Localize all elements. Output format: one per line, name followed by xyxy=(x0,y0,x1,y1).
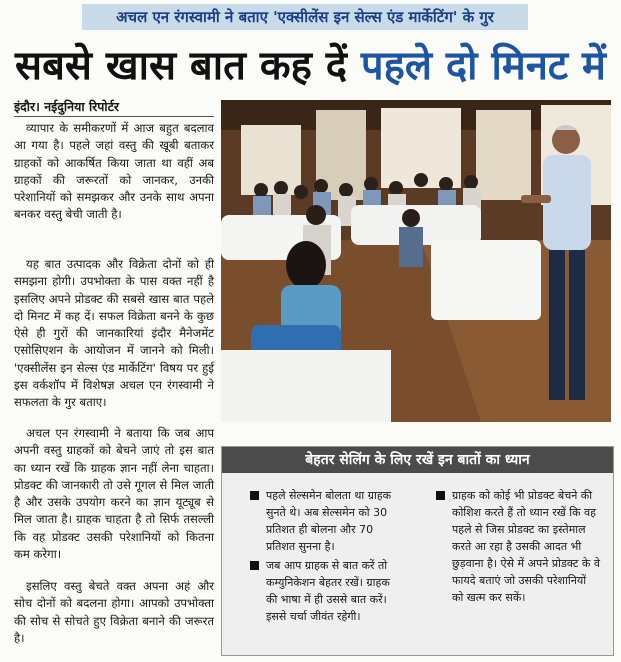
article-paragraph-1 xyxy=(14,120,214,224)
event-photo xyxy=(221,100,611,422)
bullet-icon xyxy=(436,491,445,500)
headline xyxy=(0,34,621,98)
byline-rule xyxy=(14,116,214,117)
event-photo-illustration xyxy=(221,100,611,422)
article-text-3: अचल एन रंगस्वामी ने बताया कि जब आप अपनी वस्तु ग्राहकों को बेचने जाएं तो इस बात का ध्यान रखें कि ग्राहक ज्ञान नहीं लेना चाहता। प्रोडक्ट की जानकारी तो उसे गूगल से मिल जाती है और उसके उपयोग करने का ज्ञान यूट्यूब से मिल जाता है। ग्राहक चाहता है तो सिर्फ तसल्ली कि वह प्रोडक्ट उसकी परेशानियों को कितना कम करेगा। xyxy=(14,426,214,562)
article-text-2: यह बात उत्पादक और विक्रेता दोनों को ही समझना होगी। उपभोक्ता के पास वक्त नहीं है इसलिए अपने प्रोडक्ट की सबसे खास बात पहले दो मिनट में कह दें। सफल विक्रेता बनने के कुछ ऐसे ही गुरों की जानकारियां इंदौर मैनेजमेंट एसोसिएशन के आयोजन में जानने को मिली। 'एक्सीलेंस इन सेल्स एंड मार्केटिंग' विषय पर हुई इस वर्कशॉप में विशेषज्ञ अचल एन रंगस्वामी ने सफलता के गुर बताए। xyxy=(14,257,214,410)
article-paragraph-4 xyxy=(14,578,214,647)
tip-item xyxy=(266,557,404,625)
kicker-banner: अचल एन रंगस्वामी ने बताए 'एक्सीलेंस इन सेल्स एंड मार्केटिंग' के गुर xyxy=(82,4,528,30)
bullet-icon xyxy=(250,491,259,500)
article-paragraph-2 xyxy=(14,256,214,412)
tip-text: ग्राहक को कोई भी प्रोडक्ट बेचने की कोशिश करते हैं तो ध्यान रखें कि वह पहले से जिस प्रोडक्ट का इस्तेमाल करते आ रहा है उसकी आदत भी छुड़वाना है। ऐसे में अपने प्रोडक्ट के वे फायदे बताएं जो उसकी परेशानियों को खत्म कर सकें। xyxy=(452,489,600,604)
tip-text: पहले सेल्समेन बोलता था ग्राहक सुनते थे। अब सेल्समेन को 30 प्रतिशत ही बोलना और 70 प्रतिशत सुनना है। xyxy=(266,489,392,553)
article-paragraph-3 xyxy=(14,425,214,563)
tips-column-right xyxy=(452,487,600,606)
bullet-icon xyxy=(250,561,259,570)
tips-box xyxy=(221,446,614,656)
byline: इंदौर। नईदुनिया रिपोर्टर xyxy=(14,99,120,114)
headline-part2: पहले दो मिनट में xyxy=(360,43,606,89)
tip-item xyxy=(266,487,404,555)
article-text-4: इसलिए वस्तु बेचते वक्त अपना अहं और सोच दोनों को बदलना होगा। आपको उपभोक्ता की सोच से सोचते हुए विक्रेता बनाने की जरूरत है। xyxy=(14,579,214,645)
tip-text: जब आप ग्राहक से बात करें तो कम्युनिकेशन बेहतर रखें। ग्राहक की भाषा में ही उससे बात करें। इससे चर्चा जीवंत रहेगी। xyxy=(266,559,390,623)
tip-item xyxy=(452,487,600,606)
article-text-1: व्यापार के समीकरणों में आज बहुत बदलाव आ गया है। पहले जहां वस्तु की खूबी बताकर ग्राहकों को आकर्षित किया जाता था वहीं अब ग्राहकों की जरूरतों को जानकर, उनकी परेशानियों को समझकर और उनके साथ अपना बनकर वस्तु बेची जाती है। xyxy=(14,121,214,222)
headline-part1: सबसे खास बात कह दें xyxy=(15,43,347,89)
tips-box-title: बेहतर सेलिंग के लिए रखें इन बातों का ध्यान xyxy=(222,447,613,473)
tips-column-left xyxy=(266,487,404,625)
